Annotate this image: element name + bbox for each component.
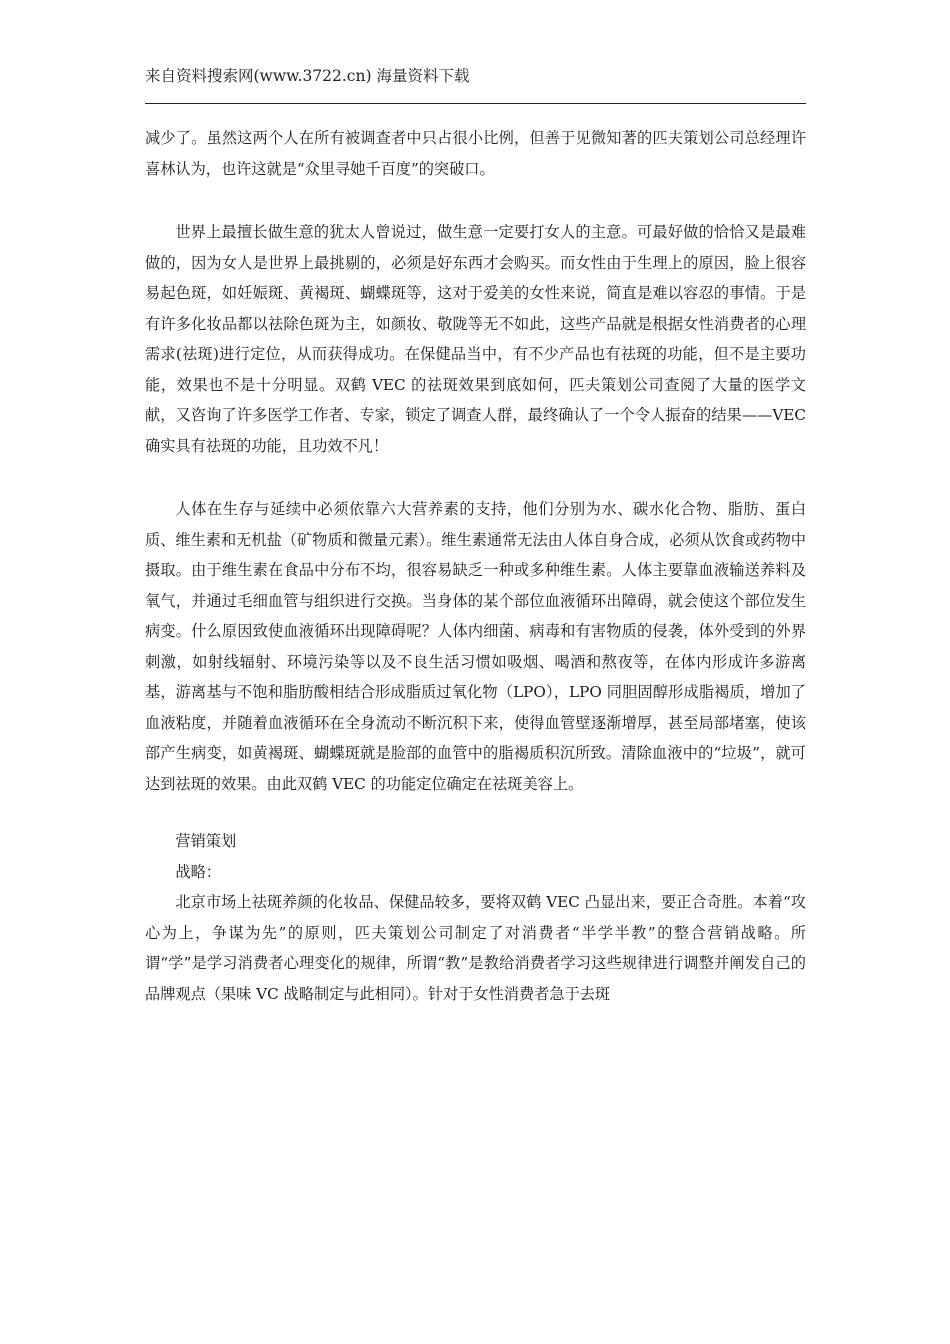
page-header [145,66,806,86]
document-body [145,123,806,1009]
header-source-text: 来自资料搜索网(www.3722.cn) 海量资料下载 [145,67,470,85]
section-heading-marketing: 营销策划 [175,832,237,850]
paragraph-nutrients: 人体在生存与延续中必须依靠六大营养素的支持，他们分别为水、碳水化合物、脂肪、蛋白质、维生素和无机盐（矿物质和微量元素）。维生素通常无法由人体自身合成，必须从饮食或药物中摄取。由于维生素在食品中分布不均，很容易缺乏一种或多种维生素。人体主要靠血液输送养料及氧气，并通过毛细血管与组织进行交换。当身体的某个部位血液循环出障碍，就会使这个部位发生病变。什么原因致使血液循环出现障碍呢？人体内细菌、病毒和有害物质的侵袭，体外受到的外界刺激，如射线辐射、环境污染等以及不良生活习惯如吸烟、喝酒和熬夜等，在体内形成许多游离基，游离基与不饱和脂肪酸相结合形成脂质过氧化物（LPO），LPO 同胆固醇形成脂褐质，增加了血液粘度，并随着血液循环在全身流动不断沉积下来，使得血管壁逐渐增厚，甚至局部堵塞，使该部产生病变，如黄褐斑、蝴蝶斑就是脸部的血管中的脂褐质积沉所致。清除血液中的“垃圾”，就可达到祛斑的效果。由此双鹤 VEC 的功能定位确定在祛斑美容上。 [145,500,806,793]
subheading-strategy: 战略： [175,862,221,881]
paragraph-strategy: 北京市场上祛斑养颜的化妆品、保健品较多，要将双鹤 VEC 凸显出来，要正合奇胜。本着“攻心为上，争谋为先”的原则，匹夫策划公司制定了对消费者“半学半教”的整合营销战略。所谓“学”是学习消费者心理变化的规律，所谓“教”是教给消费者学习这些规律进行调整并阐发自己的品牌观点（果味 VC 战略制定与此相同）。针对于女性消费者急于去斑 [145,893,806,1003]
paragraph-jewish-merchants: 世界上最擅长做生意的犹太人曾说过，做生意一定要打女人的主意。可最好做的恰恰又是最难做的，因为女人是世界上最挑剔的，必须是好东西才会购买。而女性由于生理上的原因，脸上很容易起色斑，如妊娠斑、黄褐斑、蝴蝶斑等，这对于爱美的女性来说，简直是难以容忍的事情。于是有许多化妆品都以祛除色斑为主，如颜妆、敬陇等无不如此，这些产品就是根据女性消费者的心理需求(祛斑)进行定位，从而获得成功。在保健品当中，有不少产品也有祛斑的功能，但不是主要功能，效果也不是十分明显。双鹤 VEC 的祛斑效果到底如何，匹夫策划公司查阅了大量的医学文献，又咨询了许多医学工作者、专家，锁定了调查人群，最终确认了一个令人振奋的结果——VEC 确实具有祛斑的功能，且功效不凡！ [145,223,806,455]
paragraph-continuation: 减少了。虽然这两个人在所有被调查者中只占很小比例，但善于见微知著的匹夫策划公司总经理许喜林认为，也许这就是“众里寻她千百度”的突破口。 [145,129,806,178]
header-divider [145,103,806,104]
